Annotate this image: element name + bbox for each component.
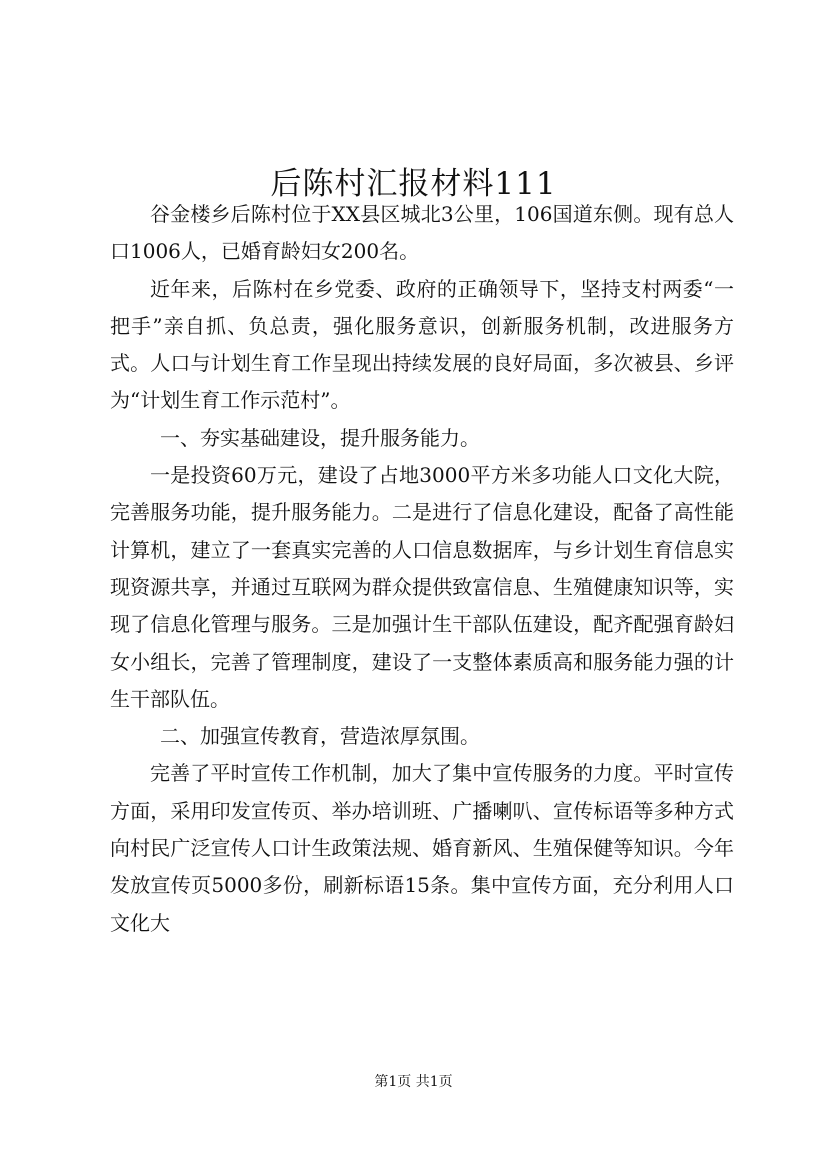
paragraph-overview: 近年来，后陈村在乡党委、政府的正确领导下，坚持支村两委“一把手”亲自抓、负总责，强化服务意识，创新服务机制，改进服务方式。人口与计划生育工作呈现出持续发展的良好局面，多次被县、乡评为“计划生育工作示范村”。 — [110, 276, 734, 413]
paragraph-section-2: 完善了平时宣传工作机制，加大了集中宣传服务的力度。平时宣传方面，采用印发宣传页、举办培训班、广播喇叭、宣传标语等多种方式向村民广泛宣传人口计生政策法规、婚育新风、生殖保健等知识。今年发放宣传页5000多份，刷新标语15条。集中宣传方面，充分利用人口文化大 — [110, 761, 734, 935]
section-heading-1: 一、夯实基础建设，提升服务能力。 — [160, 425, 480, 450]
paragraph-intro: 谷金楼乡后陈村位于XX县区城北3公里，106国道东侧。现有总人口1006人，已婚育龄妇女200名。 — [110, 202, 734, 264]
document-title: 后陈村汇报材料111 — [270, 165, 557, 202]
page-footer: 第1页 共1页 — [374, 1074, 453, 1090]
section-heading-2: 二、加强宣传教育，营造浓厚氛围。 — [160, 724, 480, 749]
paragraph-section-1: 一是投资60万元，建设了占地3000平方米多功能人口文化大院，完善服务功能，提升服务能力。二是进行了信息化建设，配备了高性能计算机，建立了一套真实完善的人口信息数据库，与乡计划生育信息实现资源共享，并通过互联网为群众提供致富信息、生殖健康知识等，实现了信息化管理与服务。三是加强计生干部队伍建设，配齐配强育龄妇女小组长，完善了管理制度，建设了一支整体素质高和服务能力强的计生干部队伍。 — [110, 463, 734, 711]
document-body — [110, 196, 734, 942]
